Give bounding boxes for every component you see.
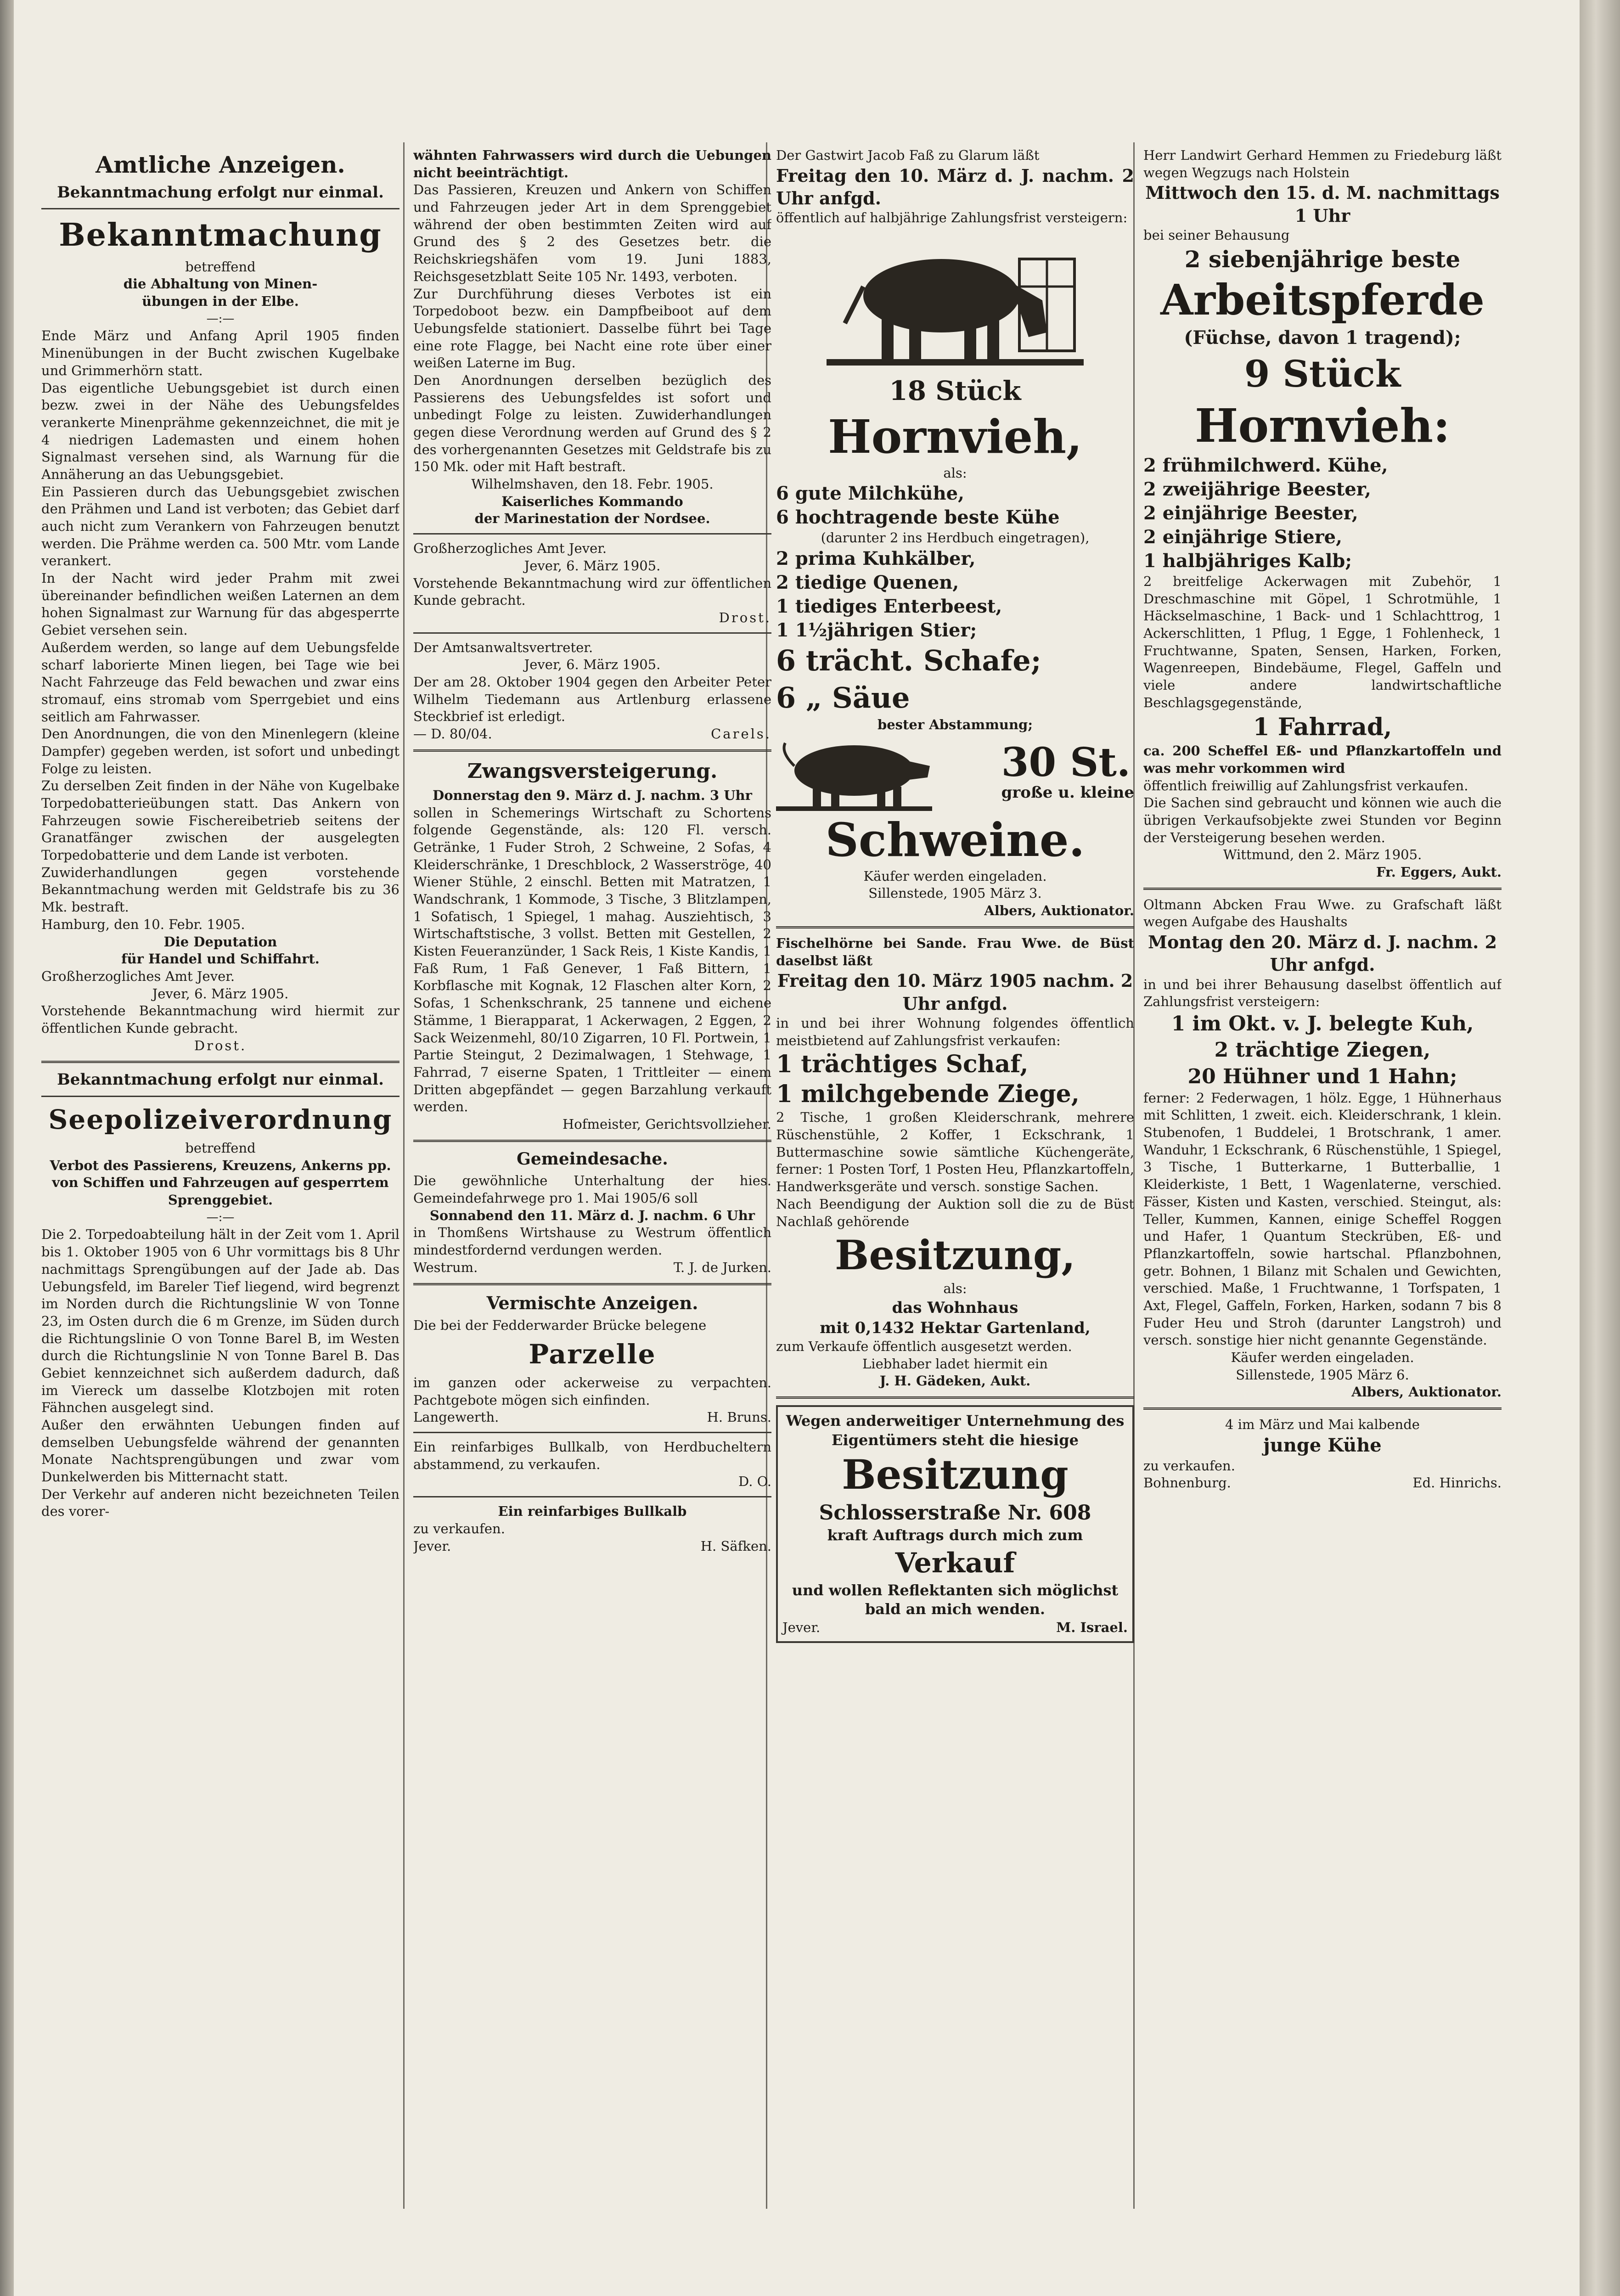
office-name: Großherzogliches Amt Jever. <box>41 968 235 984</box>
ad-headline: Ein reinfarbiges Bullkalb <box>498 1503 687 1519</box>
signature: H. Säfken. <box>700 1538 771 1554</box>
ad-headline: Schweine. <box>825 812 1085 867</box>
signature-row <box>413 1538 771 1555</box>
notice-subtitle: übungen in der Elbe. <box>142 293 299 309</box>
paragraph: in und bei ihrer Wohnung folgendes öffentlich meistbietend auf Zahlungsfrist verkaufen: <box>776 1015 1134 1048</box>
paragraph: kraft Auftrags durch mich zum <box>827 1526 1083 1544</box>
signature: H. Bruns. <box>707 1409 771 1425</box>
notice-subtitle: Verbot des Passierens, Kreuzens, Ankerns pp. von Schiffen und Fahrzeugen auf gesperrtem Sprenggebiet. <box>50 1157 391 1208</box>
pig-row <box>776 734 1134 812</box>
section-title: Vermischte Anzeigen. <box>486 1292 698 1313</box>
signature: Albers, Auktionator. <box>984 903 1134 919</box>
date-line: Hamburg, den 10. Febr. 1905. <box>41 916 245 932</box>
paragraph: 4 im März und Mai kalbende <box>1225 1417 1420 1433</box>
auction-date: Freitag den 10. März d. J. nachm. 2 Uhr anfgd. <box>776 165 1134 209</box>
ad-headline: junge Kühe <box>1263 1434 1382 1456</box>
place: Jever. <box>782 1620 821 1636</box>
separator: —:— <box>206 1210 235 1224</box>
list-item: (darunter 2 ins Herdbuch eingetragen), <box>821 530 1090 546</box>
date-line: Sillenstede, 1905 März 3. <box>868 885 1042 901</box>
paragraph: Der am 28. Oktober 1904 gegen den Arbeiter Peter Wilhelm Tiedemann aus Artlenburg erlassene Steckbrief ist erledigt. <box>413 674 771 725</box>
signature: Die Deputation <box>163 934 277 950</box>
paragraph: Fischelhörne bei Sande. Frau Wwe. de Büst daselbst läßt <box>776 935 1134 968</box>
signature: Drost. <box>719 609 771 625</box>
list-item: 2 frühmilchwerd. Kühe, <box>1143 455 1388 477</box>
paragraph: Außer den erwähnten Uebungen finden auf demselben Uebungsfelde während der genannten Monate Nachtsprengübungen und zwar vom Dunkelwerden bis Mitternacht statt. <box>41 1417 399 1485</box>
property-ad <box>776 1405 1134 1643</box>
signature: D. O. <box>738 1474 771 1490</box>
signature: T. J. de Jurken. <box>673 1259 771 1275</box>
paragraph: ferner: 2 Federwagen, 1 hölz. Egge, 1 Hühnerhaus mit Schlitten, 1 zweit. eich. Kleiderschrank, 1 klein. Stubenofen, 1 Buddelei, 1 Brotschrank, 1 amer. Wanduhr, 1 Eckschrank, 6 Rüschenstühle, 1 Spiegel, 3 Tische, 1 Butterkarne, 1 Butterballie, 1 Kleiderkiste, 1 Bett, 1 Wagenlaterne, verschied. Fässer, Kisten und Kasten, verschied. Steingut, als: Teller, Kummen, Kannen, einige Scheffel Roggen und Hafer, 1 Quantum Steckrüben, Eß- und Pflanzkartoffeln, sowie hartschal. Pflanzbohnen, getr. Bohnen, 1 Bilanz mit Schalen und Gewichten, verschied. Maße, 1 Fruchtwanne, 1 Torfspaten, 1 Axt, Flegel, Gaffeln, Forken, Harken, sodann 7 bis 8 Fuder Heu und Stroh (darunter Langstroh) und versch. sonstige hier nicht genannte Gegenstände. <box>1143 1090 1502 1348</box>
paragraph: Oltmann Abcken Frau Wwe. zu Grafschaft läßt wegen Aufgabe des Haushalts <box>1143 896 1502 930</box>
list-item: 6 „ Säue <box>776 681 910 715</box>
paragraph: öffentlich auf halbjährige Zahlungsfrist versteigern: <box>776 210 1128 226</box>
divider <box>413 749 771 752</box>
signature: Kaiserliches Kommando <box>501 493 683 509</box>
divider <box>41 208 399 209</box>
place: Jever. <box>413 1538 451 1554</box>
paragraph: Der Gastwirt Jacob Faß zu Glarum läßt <box>776 147 1040 163</box>
signature-row <box>1143 1474 1502 1492</box>
ad-headline: Parzelle <box>529 1338 656 1370</box>
paragraph: Käufer werden eingeladen. <box>1231 1350 1414 1366</box>
paragraph: Die gewöhnliche Unterhaltung der hies. Gemeindefahrwege pro 1. Mai 1905/6 soll <box>413 1173 771 1206</box>
ad-headline: Arbeitspferde <box>1160 275 1485 325</box>
paragraph: Zuwiderhandlungen gegen vorstehende Bekanntmachung werden mit Geldstrafe bis zu 36 Mk. bestraft. <box>41 864 399 915</box>
paragraph: wähnten Fahrwassers wird durch die Uebungen nicht beeinträchtigt. <box>413 147 771 180</box>
notice-title: Seepolizeiverordnung <box>48 1103 393 1135</box>
notice-title: Gemeindesache. <box>517 1149 668 1169</box>
paragraph: bei seiner Behausung <box>1143 227 1290 243</box>
list-item: 2 einjährige Beester, <box>1143 502 1358 524</box>
divider <box>413 533 771 535</box>
section-title: Amtliche Anzeigen. <box>96 151 345 178</box>
paragraph: Den Anordnungen, die von den Minenlegern (kleine Dampfer) gegeben werden, ist sofort und unbedingt Folge zu leisten. <box>41 726 399 777</box>
divider <box>776 926 1134 929</box>
paragraph: in Thomßens Wirtshause zu Westrum öffentlich mindestfordernd verdungen werden. <box>413 1225 771 1258</box>
place: Bohnenburg. <box>1143 1475 1231 1491</box>
livestock-list <box>776 482 1134 716</box>
date-line: Wittmund, den 2. März 1905. <box>1223 847 1422 863</box>
signature: Ed. Hinrichs. <box>1412 1475 1502 1491</box>
ad-count: 2 siebenjährige beste <box>1184 245 1461 273</box>
separator: —:— <box>206 311 235 326</box>
column-1 <box>41 147 399 2278</box>
place: Langewerth. <box>413 1409 499 1425</box>
paragraph: Das eigentliche Uebungsgebiet ist durch einen bezw. zwei in der Nähe des Uebungsfeldes verankerte Minenprähme gekennzeichnet, die mit je 4 niedrigen Lademasten und einem hohen Signalmast versehen sind, als Warnung für die Annäherung an das Uebungsgebiet. <box>41 380 399 482</box>
list-item: 1 tiediges Enterbeest, <box>776 595 1002 617</box>
paragraph: als: <box>943 465 967 481</box>
paragraph: Nach Beendigung der Auktion soll die zu de Büst Nachlaß gehörende <box>776 1196 1134 1229</box>
office-name: Großherzogliches Amt Jever. <box>413 540 607 557</box>
paragraph: sollen in Schemerings Wirtschaft zu Schortens folgende Gegenstände, als: 120 Fl. versch. Getränke, 1 Fuder Stroh, 2 Schweine, 2 Sofas, 4 Kleiderschränke, 1 Dreschblock, 2 Wasserströge, 40 Wiener Stühle, 2 einschl. Betten mit Matratzen, 1 Wandschrank, 1 Kommode, 3 Tische, 3 Blitzlampen, 1 Sofatisch, 1 Spiegel, 1 mahag. Ausziehtisch, 3 Wirtschaftstische, 3 vollst. Betten mit Gestellen, 2 Kisten Feueranzünder, 1 Sack Reis, 1 Kiste Kandis, 1 Faß Rum, 1 Faß Genever, 1 Faß Bittern, 1 Korbflasche mit Kognak, 12 Flaschen alter Korn, 2 Sofas, 1 Schenkschrank, 25 tannene und eichene Stämme, 1 Bierapparat, 1 Ackerwagen, 2 Eggen, 2 Sack Weizenmehl, 80/10 Zigarren, 10 Fl. Portwein, 1 Partie Steingut, 2 Dezimalwagen, 1 Stehwage, 1 Fahrrad, 7 eiserne Spaten, 1 Trittleiter — einem Dritten abgepfändet — gegen Barzahlung verkauft werden. <box>413 805 771 1115</box>
signature: M. Israel. <box>1056 1620 1128 1636</box>
paragraph: Die 2. Torpedoabteilung hält in der Zeit vom 1. April bis 1. Oktober 1905 von 6 Uhr vormittags bis 8 Uhr nachmittags Sprengübungen auf der Jade ab. Das Uebungsfeld, im Bareler Tief liegend, wird begrenzt im Norden durch die Richtungslinie W von Tonne 23, im Osten durch die 6 m Grenze, im Süden durch die Richtungslinie O von Tonne Barel B, im Westen durch die Richtungslinie N von Tonne Barel B. Das Gebiet kennzeichnet sich außerdem dadurch, daß im Viereck um dasselbe Klotzbojen mit roten Fähnchen ausgelegt sind. <box>41 1227 399 1416</box>
divider <box>41 1096 399 1097</box>
paragraph: 2 breitfelige Ackerwagen mit Zubehör, 1 Dreschmaschine mit Göpel, 1 Schrotmühle, 1 Häckselmaschine, 1 Back- und 1 Schlachttrog, 1 Ackerschlitten, 1 Pflug, 1 Egge, 1 Fohlenheck, 1 Fruchtwanne, Spaten, Sensen, Harken, Forken, Wagenreepen, Bindebäume, Flegel, Gaffeln und viele andere landwirtschaftliche Beschlagsgegenstände, <box>1143 574 1502 710</box>
column-rule <box>403 142 405 2209</box>
auction-date: Donnerstag den 9. März d. J. nachm. 3 Uhr <box>433 787 752 803</box>
divider <box>41 1061 399 1063</box>
paragraph: Die bei der Fedderwarder Brücke belegene <box>413 1317 707 1333</box>
notice-subtitle: die Abhaltung von Minen- <box>123 276 318 292</box>
signature: Albers, Auktionator. <box>1351 1384 1502 1400</box>
cow-illustration <box>827 231 1084 369</box>
paragraph: Außerdem werden, so lange auf dem Uebungsfelde scharf laborierte Minen liegen, bei Tage wie bei Nacht Fahrzeuge das Feld bewachen und zwar eins stromauf, eins stromab vom Sperrgebiet und eins seitlich am Fahrwasser. <box>41 639 399 725</box>
signature: für Handel und Schiffahrt. <box>121 951 320 967</box>
once-note: Bekanntmachung erfolgt nur einmal. <box>57 1070 384 1089</box>
livestock-list <box>1143 454 1502 573</box>
list-item: 20 Hühner und 1 Hahn; <box>1187 1064 1457 1088</box>
divider <box>413 1140 771 1142</box>
ad-headline: Hornvieh, <box>828 409 1082 464</box>
address: Schlosserstraße Nr. 608 <box>819 1501 1091 1525</box>
paragraph: zu verkaufen. <box>1143 1458 1235 1474</box>
list-item: 6 hochtragende beste Kühe <box>776 506 1060 529</box>
divider <box>776 1396 1134 1399</box>
list-item: 1 trächtiges Schaf, <box>776 1050 1029 1079</box>
once-note: Bekanntmachung erfolgt nur einmal. <box>57 183 384 202</box>
notice-title: Bekanntmachung <box>59 217 382 254</box>
paragraph: Zu derselben Zeit finden in der Nähe von Kugelbake Torpedobatterieübungen statt. Das Ankern von Fahrzeugen sowie Fischereibetrieb seitens der Granatfänger zwischen der ausgelegten Torpedobatterie und dem Lande ist verboten. <box>41 778 399 863</box>
reference: — D. 80/04. <box>413 726 492 742</box>
date-line: Jever, 6. März 1905. <box>152 985 289 1002</box>
signature: Hofmeister, Gerichtsvollzieher. <box>562 1116 771 1132</box>
date-line: Jever, 6. März 1905. <box>524 557 661 574</box>
list-item: 1 1½jährigen Stier; <box>776 619 977 641</box>
list-item: 6 trächt. Schafe; <box>776 643 1041 677</box>
place: Westrum. <box>413 1259 478 1275</box>
signature: Carels. <box>711 726 771 742</box>
paragraph: Vorstehende Bekanntmachung wird zur öffentlichen Kunde gebracht. <box>413 575 771 608</box>
date-line: Sillenstede, 1905 März 6. <box>1236 1367 1409 1383</box>
list-item: 1 milchgebende Ziege, <box>776 1080 1080 1109</box>
paragraph: große u. kleine <box>1001 783 1134 802</box>
auction-date: Mittwoch den 15. d. M. nachmittags 1 Uhr <box>1145 182 1500 226</box>
paragraph: als: <box>943 1281 967 1296</box>
paragraph: Ein Passieren durch das Uebungsgebiet zwischen den Prähmen und Land ist verboten; das Gebiet darf auch nicht zum Verankern von Fahrzeugen benutzt werden. Die Prähme werden ca. 500 Mtr. vom Lande verankert. <box>41 484 399 569</box>
paragraph: und wollen Reflektanten sich möglichst bald an mich wenden. <box>792 1581 1119 1618</box>
paragraph: Herr Landwirt Gerhard Hemmen zu Friedeburg läßt wegen Wegzugs nach Holstein <box>1143 147 1502 180</box>
signature: J. H. Gädeken, Aukt. <box>879 1373 1031 1389</box>
list-item: 2 tiedige Quenen, <box>776 571 959 593</box>
notice-subtitle: betreffend <box>185 259 256 275</box>
auction-date: Freitag den 10. März 1905 nachm. 2 Uhr anfgd. <box>777 970 1133 1014</box>
paragraph: das Wohnhaus <box>892 1298 1018 1317</box>
signature: Drost. <box>194 1037 247 1053</box>
paragraph: Wegen anderweitiger Unternehmung des Eigentümers steht die hiesige <box>786 1412 1125 1449</box>
signature-row <box>782 1619 1128 1637</box>
ad-headline: Hornvieh: <box>1195 399 1450 453</box>
ad-count: 9 Stück <box>1244 352 1401 396</box>
list-item: 1 Fahrrad, <box>1253 713 1392 741</box>
paragraph: Der Verkehr auf anderen nicht bezeichneten Teilen des vorer- <box>41 1486 399 1519</box>
paragraph: (Füchse, davon 1 tragend); <box>1184 327 1461 349</box>
paragraph: mit 0,1432 Hektar Gartenland, <box>820 1318 1091 1337</box>
column-2 <box>413 147 771 2278</box>
signature: der Marinestation der Nordsee. <box>474 511 710 527</box>
ad-headline: Besitzung <box>842 1451 1069 1499</box>
list-item: 1 im Okt. v. J. belegte Kuh, <box>1171 1012 1474 1036</box>
paragraph: ca. 200 Scheffel Eß- und Pflanzkartoffeln und was mehr vorkommen wird <box>1143 743 1502 776</box>
paragraph: Liebhaber ladet hiermit ein <box>862 1356 1048 1372</box>
column-4 <box>1143 147 1502 2278</box>
page-edge <box>1580 0 1620 2296</box>
paragraph: zum Verkaufe öffentlich ausgesetzt werden. <box>776 1339 1072 1355</box>
list-item: 1 halbjähriges Kalb; <box>1143 550 1352 572</box>
binding-spine <box>0 0 14 2296</box>
paragraph: Käufer werden eingeladen. <box>863 868 1047 884</box>
divider <box>413 632 771 634</box>
divider <box>413 1432 771 1433</box>
divider <box>1143 1407 1502 1410</box>
signature-row <box>413 726 771 743</box>
paragraph: öffentlich freiwillig auf Zahlungsfrist verkaufen. <box>1143 777 1468 793</box>
pig-illustration <box>776 734 932 812</box>
notice-title: Zwangsversteigerung. <box>467 759 718 783</box>
paragraph: im ganzen oder ackerweise zu verpachten. Pachtgebote mögen sich einfinden. <box>413 1375 771 1408</box>
date-line: Jever, 6. März 1905. <box>524 657 661 673</box>
paragraph: Die Sachen sind gebraucht und können wie auch die übrigen Verkaufsobjekte zwei Stunden vor Beginn der Versteigerung besehen werden. <box>1143 795 1502 845</box>
paragraph: Das Passieren, Kreuzen und Ankern von Schiffen und Fahrzeugen jeder Art in dem Sprenggebiet während der oben bestimmten Zeiten wird auf Grund des § 2 des Gesetzes betr. die Reichskriegshäfen vom 19. Juni 1883, Reichsgesetzblatt Seite 105 Nr. 1493, verboten. <box>413 182 771 284</box>
list-item: 2 zweijährige Beester, <box>1143 478 1371 501</box>
paragraph: Den Anordnungen derselben bezüglich des Passierens des Uebungsfeldes ist sofort und unbedingt Folge zu leisten. Zuwiderhandlungen gegen diese Verordnung werden auf Grund des § 2 des vorhergenannten Gesetzes mit Geldstrafe bis zu 150 Mk. oder mit Haft bestraft. <box>413 372 771 475</box>
signature: Fr. Eggers, Aukt. <box>1376 864 1502 880</box>
list-item: 6 gute Milchkühe, <box>776 483 965 505</box>
notice-subtitle: betreffend <box>185 1140 256 1156</box>
divider <box>413 1496 771 1497</box>
ad-count: 18 Stück <box>889 375 1021 407</box>
list-item: 2 einjährige Stiere, <box>1143 526 1343 548</box>
column-3 <box>776 147 1134 2278</box>
signature-row <box>413 1409 771 1426</box>
ad-count: 30 St. <box>1001 739 1131 786</box>
paragraph: In der Nacht wird jeder Prahm mit zwei übereinander befindlichen weißen Laternen an dem hohen Signalmast zur Warnung für das abgesperrte Gebiet versehen sein. <box>41 570 399 638</box>
date-line: Wilhelmshaven, den 18. Febr. 1905. <box>471 476 714 492</box>
ad-headline: Verkauf <box>895 1547 1015 1579</box>
ad-headline: Besitzung, <box>834 1231 1076 1279</box>
paragraph: bester Abstammung; <box>877 717 1033 733</box>
auction-date: Montag den 20. März d. J. nachm. 2 Uhr anfgd. <box>1148 932 1497 975</box>
list-item: 2 prima Kuhkälber, <box>776 547 976 569</box>
office-name: Der Amtsanwaltsvertreter. <box>413 639 593 655</box>
signature-row <box>413 1259 771 1277</box>
divider <box>413 1283 771 1285</box>
paragraph: zu verkaufen. <box>413 1520 505 1536</box>
paragraph: Ende März und Anfang April 1905 finden Minenübungen in der Bucht zwischen Kugelbake und Grimmerhörn statt. <box>41 328 399 378</box>
paragraph: in und bei ihrer Behausung daselbst öffentlich auf Zahlungsfrist versteigern: <box>1143 976 1502 1010</box>
list-item: 2 trächtige Ziegen, <box>1214 1038 1431 1062</box>
divider <box>1143 888 1502 890</box>
paragraph: Ein reinfarbiges Bullkalb, von Herdbucheltern abstammend, zu verkaufen. <box>413 1439 771 1472</box>
auction-date: Sonnabend den 11. März d. J. nachm. 6 Uhr <box>429 1207 755 1223</box>
paragraph: 2 Tische, 1 großen Kleiderschrank, mehrere Rüschenstühle, 2 Koffer, 1 Eckschrank, 1 Buttermaschine sowie sämtliche Küchengeräte, ferner: 1 Posten Torf, 1 Posten Heu, Pflanzkartoffeln, Handwerksgeräte und versch. sonstige Sachen. <box>776 1109 1134 1195</box>
paragraph: Zur Durchführung dieses Verbotes ist ein Torpedoboot bezw. ein Dampfbeiboot auf dem Uebungsfelde stationiert. Dasselbe führt bei Tage eine rote Flagge, bei Nacht eine rote über einer weißen Laterne im Bug. <box>413 286 771 371</box>
paragraph: Vorstehende Bekanntmachung wird hiermit zur öffentlichen Kunde gebracht. <box>41 1003 399 1036</box>
